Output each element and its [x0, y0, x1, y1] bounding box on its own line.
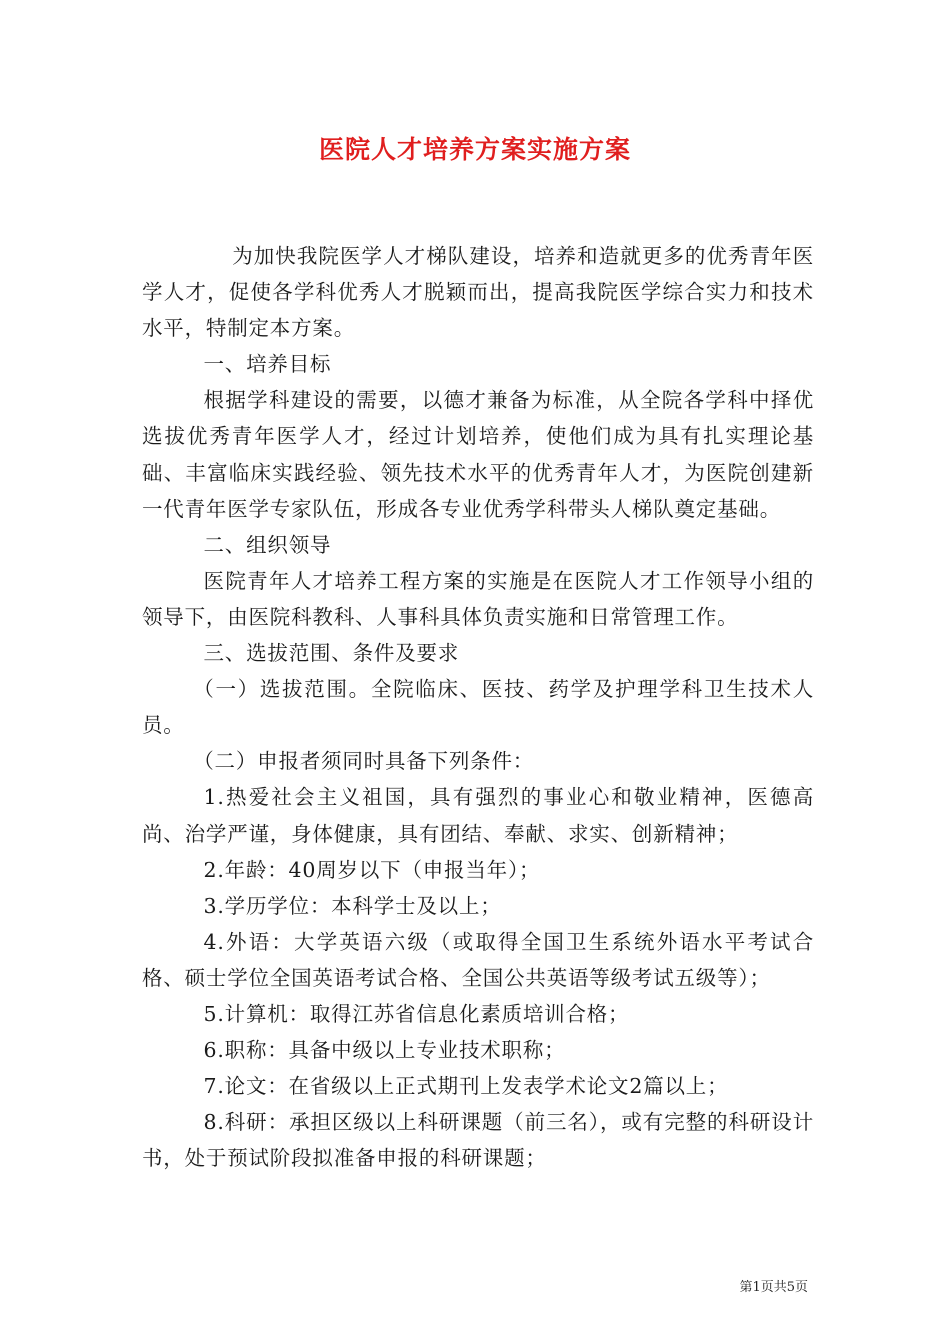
page-number: 第1页共5页	[739, 1280, 808, 1295]
condition-item: 5.计算机：取得江苏省信息化素质培训合格；	[203, 1001, 630, 1026]
condition-item: 4.外语：大学英语六级（或取得全国卫生系统外语水平考试合格、硕士学位全国英语考试合格、全国公共英语等级考试五级等）；	[142, 929, 814, 990]
leadership-paragraph: 医院青年人才培养工程方案的实施是在医院人才工作领导小组的领导下，由医院科教科、人事科具体负责实施和日常管理工作。	[142, 568, 814, 629]
condition-item: 1.热爱社会主义祖国，具有强烈的事业心和敬业精神，医德高尚、治学严谨，身体健康，具有团结、奉献、求实、创新精神；	[142, 785, 814, 846]
condition-item: 7.论文：在省级以上正式期刊上发表学术论文2篇以上；	[203, 1074, 729, 1099]
document-body	[142, 238, 814, 1176]
condition-item: 6.职称：具备中级以上专业技术职称；	[203, 1038, 566, 1063]
intro-paragraph: 为加快我院医学人才梯队建设，培养和造就更多的优秀青年医学人才，促使各学科优秀人才脱颖而出，提高我院医学综合实力和技术水平，特制定本方案。	[142, 244, 814, 341]
selection-scope-paragraph: （一）选拔范围。全院临床、医技、药学及护理学科卫生技术人员。	[142, 677, 814, 738]
section-heading-selection: 三、选拔范围、条件及要求	[203, 641, 460, 666]
goals-paragraph: 根据学科建设的需要，以德才兼备为标准，从全院各学科中择优选拔优秀青年医学人才，经过计划培养，使他们成为具有扎实理论基础、丰富临床实践经验、领先技术水平的优秀青年人才，为医院创建新一代青年医学专家队伍，形成各专业优秀学科带头人梯队奠定基础。	[142, 388, 814, 521]
condition-item: 2.年龄：40周岁以下（申报当年）；	[203, 857, 541, 882]
section-heading-leadership: 二、组织领导	[203, 532, 332, 557]
document-title: 医院人才培养方案实施方案	[318, 135, 631, 164]
conditions-intro: （二）申报者须同时具备下列条件：	[193, 749, 535, 774]
section-heading-goals: 一、培养目标	[203, 352, 332, 377]
condition-item: 3.学历学位：本科学士及以上；	[203, 893, 502, 918]
condition-item: 8.科研：承担区级以上科研课题（前三名），或有完整的科研设计书，处于预试阶段拟准备申报的科研课题；	[142, 1110, 814, 1171]
